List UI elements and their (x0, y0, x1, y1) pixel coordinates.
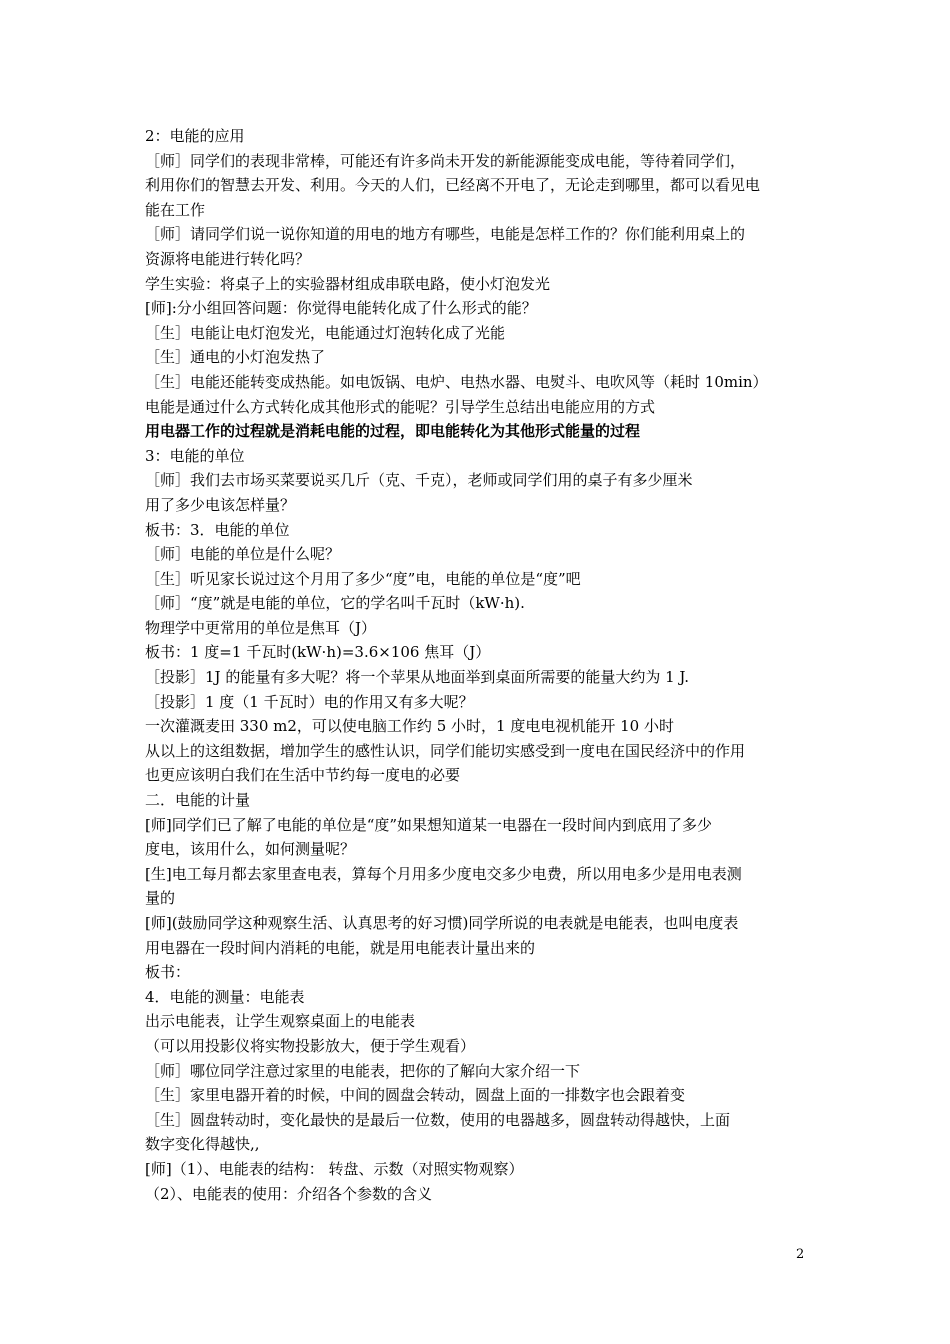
page-number: 2 (796, 1247, 805, 1262)
text-line: ［生］家里电器开着的时候，中间的圆盘会转动，圆盘上面的一排数字也会跟着变 (145, 1086, 686, 1105)
text-line: 数字变化得越快,, (145, 1135, 260, 1154)
text-line: ［师］电能的单位是什么呢？ (145, 545, 341, 564)
bold-text-line: 用电器工作的过程就是消耗电能的过程，即电能转化为其他形式能量的过程 (145, 422, 641, 441)
text-line: 一次灌溉麦田 330 m2，可以使电脑工作约 5 小时，1 度电电视机能开 10 小时 (145, 717, 674, 736)
text-line: [生]电工每月都去家里查电表，算每个月用多少度电交多少电费，所以用电多少是用电表测 (145, 864, 742, 883)
text-line: 资源将电能进行转化吗？ (145, 249, 311, 268)
text-line: 学生实验：将桌子上的实验器材组成串联电路，使小灯泡发光 (145, 274, 551, 293)
text-line: 电能是通过什么方式转化成其他形式的能呢？引导学生总结出电能应用的方式 (145, 397, 656, 416)
text-line: [师](鼓励同学这种观察生活、认真思考的好习惯)同学所说的电表就是电能表，也叫电度表 (145, 914, 739, 932)
text-line: 用了多少电该怎样量？ (145, 495, 296, 514)
text-line: 利用你们的智慧去开发、利用。今天的人们，已经离不开电了，无论走到哪里，都可以看见电 (145, 176, 761, 195)
text-line: ［投影］1 度（1 千瓦时）电的作用又有多大呢？ (145, 692, 474, 711)
text-line: ［生］电能让电灯泡发光，电能通过灯泡转化成了光能 (145, 323, 506, 342)
text-line: ［生］通电的小灯泡发热了 (145, 348, 326, 367)
text-line: 2：电能的应用 (145, 127, 245, 145)
text-line: ［投影］1J 的能量有多大呢？将一个苹果从地面举到桌面所需要的能量大约为 1 J. (145, 668, 690, 687)
text-line: ［师］我们去市场买菜要说买几斤（克、千克），老师或同学们用的桌子有多少厘米 (145, 471, 693, 490)
text-line: 3：电能的单位 (145, 446, 245, 465)
text-line: （可以用投影仪将实物投影放大，便于学生观看） (145, 1036, 476, 1055)
text-line: 度电，该用什么，如何测量呢？ (145, 840, 356, 859)
text-line: 板书：3．电能的单位 (145, 520, 290, 539)
text-line: ［生］电能还能转变成热能。如电饭锅、电炉、电热水器、电熨斗、电吹风等（耗时 10min） (145, 372, 768, 391)
text-line: [师]:分小组回答问题：你觉得电能转化成了什么形式的能？ (145, 299, 537, 318)
document-body (145, 124, 810, 1206)
text-line: ［师］哪位同学注意过家里的电能表，把你的了解向大家介绍一下 (145, 1061, 581, 1080)
text-line: ［师］请同学们说一说你知道的用电的地方有哪些，电能是怎样工作的？你们能利用桌上的 (145, 225, 746, 244)
text-line: ［生］听见家长说过这个月用了多少“度”电，电能的单位是“度”吧 (145, 569, 581, 588)
text-line: 从以上的这组数据，增加学生的感性认识，同学们能切实感受到一度电在国民经济中的作用 (145, 741, 746, 760)
text-line: [师]同学们已了解了电能的单位是“度”如果想知道某一电器在一段时间内到底用了多少 (145, 815, 713, 834)
text-line: [师]（1）、电能表的结构： 转盘、示数（对照实物观察） (145, 1159, 524, 1178)
text-line: ［师］“度”就是电能的单位，它的学名叫千瓦时（kW·h). (145, 594, 525, 613)
text-line: 出示电能表，让学生观察桌面上的电能表 (145, 1012, 416, 1031)
text-line: 也更应该明白我们在生活中节约每一度电的必要 (145, 766, 461, 785)
text-line: （2）、电能表的使用：介绍各个参数的含义 (145, 1184, 433, 1203)
text-line: 物理学中更常用的单位是焦耳（J） (145, 618, 377, 637)
text-line: 4．电能的测量：电能表 (145, 987, 305, 1006)
text-line: 板书：1 度=1 千瓦时(kW·h)=3.6×106 焦耳（J） (145, 643, 491, 662)
text-line: ［生］圆盘转动时，变化最快的是最后一位数，使用的电器越多，圆盘转动得越快，上面 (145, 1110, 731, 1129)
text-line: 二．电能的计量 (145, 791, 251, 810)
text-line: 用电器在一段时间内消耗的电能，就是用电能表计量出来的 (145, 938, 536, 957)
text-line: 量的 (145, 889, 176, 908)
text-line: ［师］同学们的表现非常棒，可能还有许多尚未开发的新能源能变成电能，等待着同学们， (145, 151, 746, 170)
text-line: 能在工作 (145, 200, 206, 219)
text-line: 板书： (145, 963, 191, 982)
